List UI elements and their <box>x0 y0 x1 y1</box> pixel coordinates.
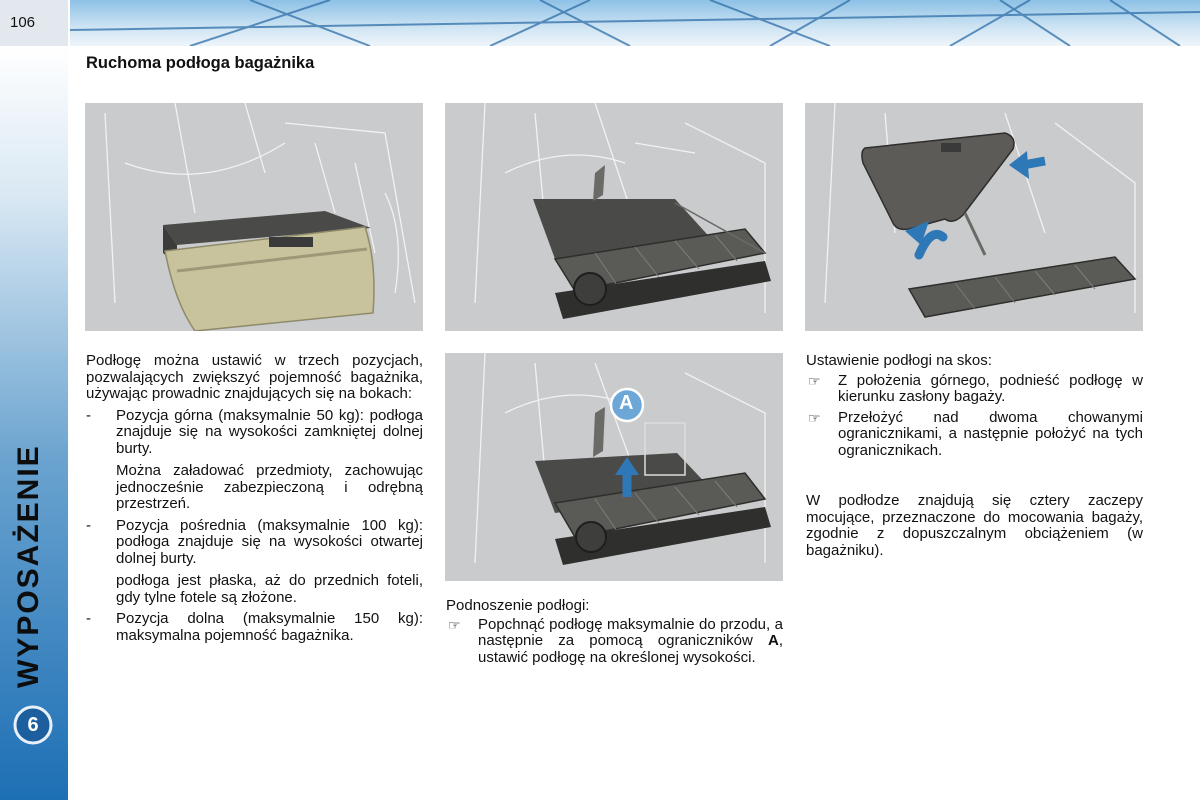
position-middle-note: podłoga jest płaska, aż do przednich foteli, gdy tylne fotele są złożone. <box>116 572 423 606</box>
incline-heading: Ustawienie podłogi na skos: <box>806 352 992 369</box>
position-middle: Pozycja pośrednia (maksymalnie 100 kg): podłoga znajduje się na wysokości otwartej dolnej burty. <box>116 516 423 567</box>
raise-step <box>478 617 783 667</box>
incline-step-2: Przełożyć nad dwoma chowanymi ogranicznikami, a następnie położyć na tych ogranicznikach. <box>838 408 1143 459</box>
list-item <box>806 410 1143 460</box>
pointing-hand-icon: ☞ <box>448 616 461 633</box>
position-upper-note: Można załadować przedmioty, zachowując jednocześnie zabezpieczoną i odrębną przestrzeń. <box>116 462 423 512</box>
dash-marker: - <box>86 406 91 424</box>
raise-heading: Podnoszenie podłogi: <box>446 597 590 614</box>
column-positions <box>86 353 423 644</box>
list-item <box>806 373 1143 406</box>
figure-floor-raise <box>445 103 783 331</box>
pointing-hand-icon: ☞ <box>808 372 821 389</box>
dash-marker: - <box>86 610 91 627</box>
list-item <box>86 611 423 644</box>
pointing-hand-icon: ☞ <box>808 409 821 426</box>
figure-floor-upper-position <box>85 103 423 331</box>
section-label: WYPOSAŻENIE <box>12 444 45 688</box>
callout-a-label: A <box>619 392 634 414</box>
page-number: 106 <box>0 0 68 46</box>
figure-floor-inclined <box>805 103 1143 331</box>
header-banner <box>70 0 1200 46</box>
position-lower: Pozycja dolna (maksymalnie 150 kg): maksymalna pojemność bagażnika. <box>116 610 423 644</box>
page-title: Ruchoma podłoga bagażnika <box>86 54 315 72</box>
chapter-number: 6 <box>27 714 39 736</box>
anchor-note: W podłodze znajdują się cztery zaczepy mocujące, przeznaczone do mocowania bagaży, zgodnie z dopuszczalnym obciążeniem (w bagażniku). <box>806 492 1143 559</box>
list-item <box>446 617 783 667</box>
intro-paragraph: Podłogę można ustawić w trzech pozycjach, pozwalających zwiększyć pojemność bagażnika, używając prowadnic znajdujących się na bokach: <box>86 352 423 402</box>
list-item <box>86 518 423 568</box>
raise-step-text: Popchnąć podłogę maksymalnie do przodu, a następnie za pomocą ograniczników <box>478 615 783 649</box>
chapter-badge <box>13 705 53 745</box>
dash-marker: - <box>86 516 91 534</box>
list-item <box>86 408 423 458</box>
stopper-ref: A <box>767 632 779 649</box>
position-upper: Pozycja górna (maksymalnie 50 kg): podłoga znajduje się na wysokości zamkniętej dolnej burty. <box>116 406 423 457</box>
incline-step-1: Z położenia górnego, podnieść podłogę w kierunku zasłony bagaży. <box>838 371 1143 405</box>
column-incline <box>806 353 1143 559</box>
column-raise <box>446 598 783 666</box>
figure-stoppers-a <box>445 353 783 581</box>
raise-step-text-end: , ustawić podłogę na określonej wysokości. <box>478 632 783 666</box>
